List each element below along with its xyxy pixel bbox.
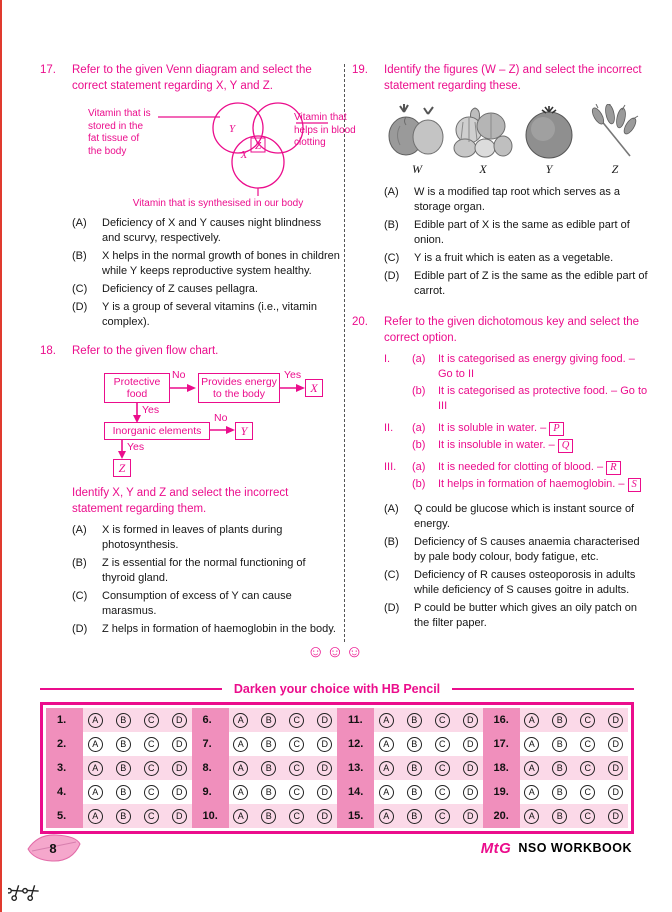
option-a <box>384 185 648 215</box>
bubble-3-a[interactable]: A <box>88 761 103 776</box>
figure-label: Y <box>545 162 553 176</box>
key-entry <box>384 352 648 382</box>
answer-bubbles <box>229 708 338 732</box>
bubble-8-c[interactable]: C <box>289 761 304 776</box>
right-column <box>352 62 648 642</box>
answer-bubbles <box>374 780 483 804</box>
answer-number: 15. <box>337 804 374 828</box>
bubble-17-a[interactable]: A <box>524 737 539 752</box>
option-c <box>72 282 340 297</box>
page-number-leaf <box>26 830 82 866</box>
key-entry <box>384 460 648 475</box>
flow-label-yes: Yes <box>284 369 302 381</box>
option-b <box>384 218 648 248</box>
bubble-10-a[interactable]: A <box>233 809 248 824</box>
bubble-11-d[interactable]: D <box>463 713 478 728</box>
question-number: 19. <box>352 64 368 76</box>
bubble-5-d[interactable]: D <box>172 809 187 824</box>
answer-number: 11. <box>337 708 374 732</box>
bubble-12-b[interactable]: B <box>407 737 422 752</box>
bubble-20-d[interactable]: D <box>608 809 623 824</box>
flow-chart <box>102 365 368 479</box>
bubble-2-a[interactable]: A <box>88 737 103 752</box>
key-text: It is insoluble in water. – Q <box>438 438 648 453</box>
answer-bubbles <box>229 780 338 804</box>
bubble-1-d[interactable]: D <box>172 713 187 728</box>
bubble-7-d[interactable]: D <box>317 737 332 752</box>
option-b <box>72 556 340 586</box>
question-20 <box>352 314 648 634</box>
answer-bubbles <box>229 756 338 780</box>
leaf-icon <box>26 830 82 866</box>
page-edge-line <box>0 0 2 912</box>
venn-set-x: X <box>240 149 248 161</box>
page-footer <box>26 830 632 866</box>
option-text: Deficiency of X and Y causes night blindness and scurvy, respectively. <box>102 217 322 244</box>
option-letter: (B) <box>72 250 87 262</box>
option-letter: (D) <box>384 602 400 614</box>
answer-grid <box>40 702 634 834</box>
answer-sheet <box>40 682 634 834</box>
option-letter: (A) <box>72 524 87 536</box>
bubble-9-d[interactable]: D <box>317 785 332 800</box>
bubble-8-b[interactable]: B <box>261 761 276 776</box>
option-text: W is a modified tap root which serves as a storage organ. <box>414 186 621 213</box>
bubble-5-b[interactable]: B <box>116 809 131 824</box>
answer-sheet-header <box>40 682 634 696</box>
bubble-17-c[interactable]: C <box>580 737 595 752</box>
option-letter: (D) <box>72 623 88 635</box>
key-roman <box>384 477 412 492</box>
option-c <box>72 589 340 619</box>
option-c <box>384 568 648 598</box>
venn-label-right: Vitamin that helps in blood clotting <box>294 112 356 148</box>
answer-bubbles <box>83 804 192 828</box>
bubble-3-b[interactable]: B <box>116 761 131 776</box>
figure-row <box>384 100 648 177</box>
option-d <box>72 300 340 330</box>
key-roman <box>384 438 412 453</box>
bubble-14-a[interactable]: A <box>379 785 394 800</box>
bubble-9-a[interactable]: A <box>233 785 248 800</box>
bubble-9-c[interactable]: C <box>289 785 304 800</box>
option-letter: (B) <box>384 536 399 548</box>
key-tag: (b) <box>412 385 426 397</box>
figure-x <box>450 100 516 177</box>
option-letter: (B) <box>384 219 399 231</box>
question-text: Refer to the given Venn diagram and select the correct statement regarding X, Y and Z. <box>72 64 312 92</box>
option-letter: (D) <box>384 270 400 282</box>
answer-bubbles <box>83 780 192 804</box>
bubble-12-a[interactable]: A <box>379 737 394 752</box>
bubble-19-b[interactable]: B <box>552 785 567 800</box>
answer-number: 14. <box>337 780 374 804</box>
option-text: X helps in the normal growth of bones in children while Y keeps reproductive system healthy. <box>102 250 340 277</box>
answer-row <box>46 780 628 804</box>
bubble-18-c[interactable]: C <box>580 761 595 776</box>
answer-bubbles <box>520 732 629 756</box>
option-text: Y is a group of several vitamins (i.e., vitamin complex). <box>102 301 317 328</box>
flow-label-no: No <box>172 369 186 381</box>
option-b <box>384 535 648 565</box>
answer-bubbles <box>83 732 192 756</box>
brand-logo: MtG <box>480 839 512 857</box>
bubble-2-d[interactable]: D <box>172 737 187 752</box>
bubble-6-a[interactable]: A <box>233 713 248 728</box>
bubble-7-a[interactable]: A <box>233 737 248 752</box>
key-entry <box>384 477 648 492</box>
options-q17 <box>72 216 340 330</box>
turnip-bulbs-image <box>384 100 450 160</box>
option-a <box>72 523 340 553</box>
bubble-6-c[interactable]: C <box>289 713 304 728</box>
key-entry <box>384 421 648 436</box>
answer-row <box>46 732 628 756</box>
figure-label: W <box>412 162 422 176</box>
key-result-box: R <box>606 461 620 475</box>
answer-number: 16. <box>483 708 520 732</box>
answer-number: 18. <box>483 756 520 780</box>
bubble-2-b[interactable]: B <box>116 737 131 752</box>
bubble-2-c[interactable]: C <box>144 737 159 752</box>
option-a <box>384 502 648 532</box>
bubble-17-b[interactable]: B <box>552 737 567 752</box>
option-letter: (D) <box>72 301 88 313</box>
answer-row <box>46 756 628 780</box>
key-tag: (a) <box>412 422 426 434</box>
answer-bubbles <box>374 732 483 756</box>
options-q20 <box>384 502 648 631</box>
venn-set-y: Y <box>228 123 236 135</box>
answer-number: 3. <box>46 756 83 780</box>
question-17 <box>40 62 356 333</box>
bubble-5-c[interactable]: C <box>144 809 159 824</box>
option-text: Edible part of Z is the same as the edible part of carrot. <box>414 270 648 297</box>
bubble-7-b[interactable]: B <box>261 737 276 752</box>
bubble-13-b[interactable]: B <box>407 761 422 776</box>
answer-number: 4. <box>46 780 83 804</box>
flow-box-z: Z <box>113 459 131 477</box>
key-text: It is needed for clotting of blood. – R <box>438 460 648 475</box>
answer-bubbles <box>520 804 629 828</box>
bubble-6-b[interactable]: B <box>261 713 276 728</box>
question-text: Refer to the given dichotomous key and select the correct option. <box>384 316 640 344</box>
option-d <box>72 622 340 637</box>
venn-label-left: Vitamin that is stored in the fat tissue of the body <box>88 108 151 157</box>
question-18 <box>40 343 340 640</box>
flow-label-yes: Yes <box>142 404 160 416</box>
question-number: 17. <box>40 64 56 76</box>
flow-label-no: No <box>214 412 228 424</box>
bubble-20-a[interactable]: A <box>524 809 539 824</box>
bubble-11-b[interactable]: B <box>407 713 422 728</box>
option-letter: (C) <box>72 590 88 602</box>
bubble-18-b[interactable]: B <box>552 761 567 776</box>
answer-bubbles <box>520 756 629 780</box>
answer-number: 20. <box>483 804 520 828</box>
wheat-spikes-image <box>582 100 648 160</box>
figure-label: X <box>479 162 487 176</box>
answer-number: 10. <box>192 804 229 828</box>
key-tag: (a) <box>412 461 426 473</box>
answer-sheet-title: Darken your choice with HB Pencil <box>233 682 441 696</box>
option-text: Deficiency of S causes anaemia characterised by pale body colour, body fatigue, etc. <box>414 536 640 563</box>
option-d <box>384 269 648 299</box>
option-letter: (C) <box>72 283 88 295</box>
bubble-1-c[interactable]: C <box>144 713 159 728</box>
answer-row <box>46 708 628 732</box>
bubble-3-d[interactable]: D <box>172 761 187 776</box>
answer-number: 9. <box>192 780 229 804</box>
key-entry <box>384 438 648 453</box>
bubble-13-d[interactable]: D <box>463 761 478 776</box>
bubble-20-b[interactable]: B <box>552 809 567 824</box>
key-roman <box>384 384 412 414</box>
options-q18 <box>72 523 340 637</box>
option-text: Y is a fruit which is eaten as a vegetable. <box>414 252 614 264</box>
bubble-15-a[interactable]: A <box>379 809 394 824</box>
answer-number: 2. <box>46 732 83 756</box>
option-letter: (A) <box>384 503 399 515</box>
key-text: It helps in formation of haemoglobin. – S <box>438 477 648 492</box>
bubble-10-c[interactable]: C <box>289 809 304 824</box>
bubble-10-d[interactable]: D <box>317 809 332 824</box>
question-number: 20. <box>352 316 368 328</box>
answer-number: 13. <box>337 756 374 780</box>
bubble-15-c[interactable]: C <box>435 809 450 824</box>
option-d <box>384 601 648 631</box>
option-text: Deficiency of Z causes pellagra. <box>102 283 258 295</box>
flow-box-protective-food: Protective food <box>104 373 170 403</box>
answer-bubbles <box>83 708 192 732</box>
bubble-13-c[interactable]: C <box>435 761 450 776</box>
smiley-faces-icon: ☺☺☺ <box>306 642 366 661</box>
bubble-18-d[interactable]: D <box>608 761 623 776</box>
dichotomous-key <box>384 352 648 492</box>
key-roman: I. <box>384 353 391 365</box>
key-roman: III. <box>384 461 397 473</box>
bubble-4-a[interactable]: A <box>88 785 103 800</box>
option-letter: (C) <box>384 252 400 264</box>
bubble-20-c[interactable]: C <box>580 809 595 824</box>
bubble-19-d[interactable]: D <box>608 785 623 800</box>
bubble-4-d[interactable]: D <box>172 785 187 800</box>
option-text: Z is essential for the normal functioning of thyroid gland. <box>102 557 306 584</box>
answer-number: 17. <box>483 732 520 756</box>
bubble-17-d[interactable]: D <box>608 737 623 752</box>
option-text: Consumption of excess of Y can cause marasmus. <box>102 590 292 617</box>
page-number: 8 <box>49 841 57 856</box>
question-prompt: Identify X, Y and Z and select the incorrect statement regarding them. <box>72 487 289 515</box>
answer-row <box>46 804 628 828</box>
bubble-19-a[interactable]: A <box>524 785 539 800</box>
option-text: P could be butter which gives an oily patch on the filter paper. <box>414 602 637 629</box>
figure-label: Z <box>611 162 619 176</box>
bubble-14-d[interactable]: D <box>463 785 478 800</box>
key-result-box: P <box>549 422 563 436</box>
option-text: Z helps in formation of haemoglobin in the body. <box>102 623 336 635</box>
flow-box-y: Y <box>235 422 253 440</box>
key-text: It is soluble in water. – P <box>438 421 648 436</box>
answer-bubbles <box>229 804 338 828</box>
flow-box-provides-energy: Provides energy to the body <box>198 373 280 403</box>
bubble-15-d[interactable]: D <box>463 809 478 824</box>
scissors-cut-marks-icon <box>8 882 46 907</box>
answer-bubbles <box>83 756 192 780</box>
option-b <box>72 249 340 279</box>
header-rule-right <box>452 688 634 690</box>
bubble-19-c[interactable]: C <box>580 785 595 800</box>
option-a <box>72 216 340 246</box>
answer-bubbles <box>520 708 629 732</box>
key-text: It is categorised as energy giving food. – Go to II <box>438 353 635 380</box>
round-fruit-image <box>516 100 582 160</box>
option-letter: (C) <box>384 569 400 581</box>
brand-suffix: NSO WORKBOOK <box>518 841 632 855</box>
flow-box-x: X <box>305 379 323 397</box>
bubble-11-c[interactable]: C <box>435 713 450 728</box>
question-number: 18. <box>40 345 56 357</box>
flow-label-yes: Yes <box>127 441 145 453</box>
answer-number: 7. <box>192 732 229 756</box>
answer-number: 1. <box>46 708 83 732</box>
option-letter: (A) <box>72 217 87 229</box>
bubble-4-c[interactable]: C <box>144 785 159 800</box>
bubble-4-b[interactable]: B <box>116 785 131 800</box>
bubble-16-d[interactable]: D <box>608 713 623 728</box>
bubble-1-b[interactable]: B <box>116 713 131 728</box>
answer-number: 5. <box>46 804 83 828</box>
option-text: Edible part of X is the same as edible part of onion. <box>414 219 630 246</box>
bubble-11-a[interactable]: A <box>379 713 394 728</box>
bubble-7-c[interactable]: C <box>289 737 304 752</box>
bubble-1-a[interactable]: A <box>88 713 103 728</box>
answer-number: 19. <box>483 780 520 804</box>
option-text: Q could be glucose which is instant source of energy. <box>414 503 635 530</box>
option-c <box>384 251 648 266</box>
options-q19 <box>384 185 648 299</box>
bubble-3-c[interactable]: C <box>144 761 159 776</box>
bubble-8-a[interactable]: A <box>233 761 248 776</box>
bubble-16-b[interactable]: B <box>552 713 567 728</box>
answer-number: 6. <box>192 708 229 732</box>
question-19 <box>352 62 648 302</box>
option-letter: (A) <box>384 186 399 198</box>
key-result-box: Q <box>558 439 574 453</box>
bubble-15-b[interactable]: B <box>407 809 422 824</box>
bubble-16-a[interactable]: A <box>524 713 539 728</box>
bubble-14-b[interactable]: B <box>407 785 422 800</box>
figure-z <box>582 100 648 177</box>
venn-set-z: Z <box>254 140 262 152</box>
figure-y <box>516 100 582 177</box>
option-letter: (B) <box>72 557 87 569</box>
bubble-18-a[interactable]: A <box>524 761 539 776</box>
bubble-16-c[interactable]: C <box>580 713 595 728</box>
flow-box-inorganic-elements: Inorganic elements <box>104 422 210 440</box>
key-text: It is categorised as protective food. – Go to III <box>438 385 648 412</box>
bubble-5-a[interactable]: A <box>88 809 103 824</box>
option-text: Deficiency of R causes osteoporosis in adults while deficiency of S causes goitre in adults. <box>414 569 636 596</box>
publisher-logo <box>481 840 632 857</box>
answer-bubbles <box>374 708 483 732</box>
bubble-8-d[interactable]: D <box>317 761 332 776</box>
header-rule-left <box>40 688 222 690</box>
figure-w <box>384 100 450 177</box>
answer-number: 8. <box>192 756 229 780</box>
bubble-10-b[interactable]: B <box>261 809 276 824</box>
answer-bubbles <box>229 732 338 756</box>
key-entry <box>384 384 648 414</box>
bubble-12-d[interactable]: D <box>463 737 478 752</box>
key-tag: (a) <box>412 353 426 365</box>
question-text: Identify the figures (W – Z) and select the incorrect statement regarding these. <box>384 64 642 92</box>
answer-bubbles <box>374 804 483 828</box>
left-column <box>40 62 356 642</box>
answer-bubbles <box>374 756 483 780</box>
garlic-cluster-image <box>450 100 516 160</box>
key-roman: II. <box>384 422 394 434</box>
answer-number: 12. <box>337 732 374 756</box>
bubble-14-c[interactable]: C <box>435 785 450 800</box>
bubble-9-b[interactable]: B <box>261 785 276 800</box>
bubble-12-c[interactable]: C <box>435 737 450 752</box>
question-text: Refer to the given flow chart. <box>72 345 219 357</box>
venn-diagram <box>72 96 364 210</box>
venn-label-bottom: Vitamin that is synthesised in our body <box>132 197 304 209</box>
key-result-box: S <box>628 478 641 492</box>
option-text: X is formed in leaves of plants during photosynthesis. <box>102 524 283 551</box>
bubble-6-d[interactable]: D <box>317 713 332 728</box>
key-tag: (b) <box>412 439 426 451</box>
questions-area <box>40 62 648 642</box>
answer-bubbles <box>520 780 629 804</box>
bubble-13-a[interactable]: A <box>379 761 394 776</box>
key-tag: (b) <box>412 478 426 490</box>
